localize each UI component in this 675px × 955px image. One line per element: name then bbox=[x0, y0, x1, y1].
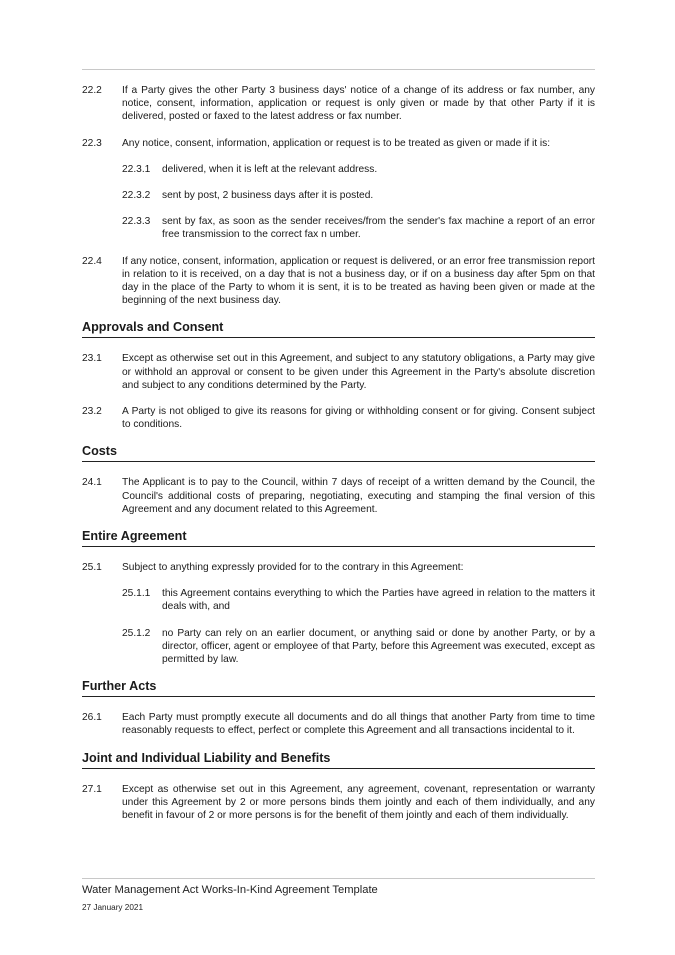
clause-number: 23.1 bbox=[82, 353, 102, 365]
subclause-number: 22.3.1 bbox=[122, 163, 151, 175]
subclause-text: no Party can rely on an earlier document, or anything said or done by another Party, or by a director, officer, agent or employee of that Party, before this Agreement was executed, except as permitted by law. bbox=[162, 627, 595, 666]
clause-text: The Applicant is to pay to the Council, within 7 days of receipt of a written demand by the Council, the Council's additional costs of preparing, negotiating, executing and stamping the final version of this Agreement and any document related to this Agreement. bbox=[122, 477, 595, 515]
document-body bbox=[82, 84, 595, 835]
clause bbox=[82, 783, 595, 823]
subclause-text: delivered, when it is left at the relevant address. bbox=[162, 163, 378, 175]
clause bbox=[82, 255, 595, 308]
clause-text: If any notice, consent, information, application or request is delivered, or an error free transmission report in relation to it is received, on a day that is not a business day, or if on a business day after 5pm on that day in the place of the Party to whom it is sent, it is to be treated as having been given or made at the beginning of the next business day. bbox=[122, 255, 595, 307]
clause-number: 23.2 bbox=[82, 406, 102, 418]
clause bbox=[82, 711, 595, 737]
subclause-number: 25.1.1 bbox=[122, 588, 151, 600]
footer-rule bbox=[82, 878, 595, 879]
clause-text: Subject to anything expressly provided for to the contrary in this Agreement: bbox=[122, 562, 464, 574]
section-heading: Further Acts bbox=[82, 679, 595, 697]
subclause-text: sent by fax, as soon as the sender receives/from the sender's fax machine a report of an error free transmission to the correct fax n umber. bbox=[162, 216, 595, 241]
clause-text: Any notice, consent, information, application or request is to be treated as given or made if it is: bbox=[122, 137, 551, 149]
subclause-number: 25.1.2 bbox=[122, 627, 151, 639]
clause-number: 25.1 bbox=[82, 562, 102, 574]
clause-text: Except as otherwise set out in this Agreement, any agreement, covenant, representation or warranty under this Agreement by 2 or more persons binds them jointly and each of them individually, and any benefit in favour of 2 or more persons is for the benefit of them jointly and each of them individually. bbox=[122, 783, 595, 822]
section-heading: Approvals and Consent bbox=[82, 320, 595, 338]
clause-text: If a Party gives the other Party 3 business days' notice of a change of its address or fax number, any notice, consent, information, application or request is only given or made by that other Party if it is delivered, posted or faxed to the latest address or fax number. bbox=[122, 85, 595, 123]
clause bbox=[82, 352, 595, 392]
clause-number: 22.2 bbox=[82, 85, 102, 96]
clause-number: 27.1 bbox=[82, 783, 102, 795]
subclause-number: 22.3.2 bbox=[122, 190, 151, 202]
clause bbox=[82, 405, 595, 431]
subclause bbox=[82, 189, 595, 202]
clause-number: 24.1 bbox=[82, 477, 102, 489]
clause bbox=[82, 137, 595, 150]
clause-text: Each Party must promptly execute all documents and do all things that another Party from time to time reasonably requests to effect, perfect or complete this Agreement and all transactions incidental to it. bbox=[122, 712, 595, 737]
subclause-text: sent by post, 2 business days after it is posted. bbox=[162, 190, 374, 202]
section-heading: Joint and Individual Liability and Benefits bbox=[82, 751, 595, 769]
subclause-text: this Agreement contains everything to which the Parties have agreed in relation to the matters it deals with, and bbox=[162, 588, 595, 613]
clause-number: 26.1 bbox=[82, 712, 102, 724]
header-rule bbox=[82, 69, 595, 70]
section-heading: Entire Agreement bbox=[82, 529, 595, 547]
clause-number: 22.4 bbox=[82, 255, 102, 267]
clause bbox=[82, 476, 595, 516]
subclause bbox=[82, 627, 595, 667]
section-heading: Costs bbox=[82, 444, 595, 462]
clause-text: A Party is not obliged to give its reasons for giving or withholding consent or for giving. Consent subject to conditions. bbox=[122, 406, 595, 431]
subclause bbox=[82, 587, 595, 613]
clause bbox=[82, 561, 595, 574]
clause-text: Except as otherwise set out in this Agreement, and subject to any statutory obligations, a Party may give or withhold an approval or consent to be given under this Agreement in the Party's absolute discretion and subject to any conditions determined by the Party. bbox=[122, 353, 595, 391]
footer-title: Water Management Act Works-In-Kind Agreement Template bbox=[82, 884, 378, 896]
clause bbox=[82, 84, 595, 124]
subclause-number: 22.3.3 bbox=[122, 216, 151, 228]
clause-number: 22.3 bbox=[82, 137, 102, 149]
subclause bbox=[82, 163, 595, 176]
footer-date: 27 January 2021 bbox=[82, 903, 143, 912]
subclause bbox=[82, 215, 595, 241]
